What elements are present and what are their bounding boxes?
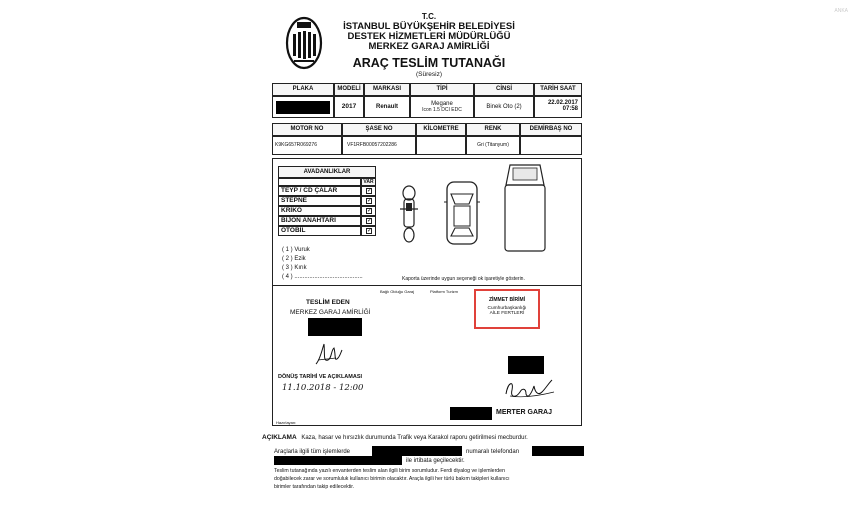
footer-line3: ile irtibata geçilecektir. [406,458,465,464]
var-cell-1 [361,186,376,196]
check-icon: ✓ [367,208,373,214]
footer-line2 [274,448,350,456]
footer-paragraph [274,467,510,491]
car-rear-icon [502,163,548,253]
divider [272,285,582,286]
col-motor: MOTOR NO [272,123,342,136]
equipment-item-stepne: STEPNE [278,196,361,206]
type-line1: Megane [431,101,453,107]
col-plaka: PLAKA [272,83,334,96]
return-date-handwritten: 11.10.2018 - 12:00 [282,383,364,393]
car-side-icon [398,185,420,243]
footer-para-1: Teslim tutanağında yazılı envanterden teslim alan ilgili birim sorumludur. Ferdi diyalog ve işlemlerden [274,468,505,474]
zimmet-line1: Cumhurbaşkanlığı [487,306,527,311]
date-cell [534,96,582,118]
zimmet-title: ZİMMET BİRİMİ [488,297,526,303]
redacted-phone [532,446,584,456]
aciklama-text: Kaza, hasar ve hırsızlık durumunda Trafik veya Karakol raporu getirilmesi mecburdur. [301,435,528,441]
col-color: RENK [466,123,520,136]
deliverer-name: MERKEZ GARAJ AMİRLİĞİ [290,309,371,316]
var-cell-4 [361,216,376,226]
chassis-value: VF1RFB00057202286 [342,136,416,155]
document-title: ARAÇ TESLİM TUTANAĞI [352,56,506,70]
equipment-item-bijon: BİJON ANAHTARI [278,216,361,226]
footer-para-2: doğabilecek zarar ve sorumluluk kullanıcı birimin olacaktır. Araçla ilgili her türlü bakım takipleri kullanıcı [274,476,510,482]
var-cell-3 [361,206,376,216]
model-value: 2017 [334,96,364,118]
redacted-recipient-1 [508,356,544,374]
document-subtitle: (Süresiz) [415,71,442,78]
footer-line2-b: numaralı telefondan [466,449,520,455]
header-line4: MERKEZ GARAJ AMİRLİĞİ [368,41,490,52]
signature-2 [502,374,560,402]
col-type: TİPİ [410,83,474,96]
check-icon: ✓ [367,228,373,234]
col-brand: MARKASI [364,83,410,96]
check-icon: ✓ [367,218,373,224]
equipment-blank [278,178,361,186]
inventory-value [520,136,582,155]
car-top-icon [444,180,480,246]
redacted-plate [276,101,330,114]
aciklama-label: AÇIKLAMA [262,434,297,441]
col-inventory: DEMİRBAŞ NO [520,123,582,136]
bagli-garaj-label: Bağlı Olduğu Garaj [380,289,415,294]
type-cell [410,96,474,118]
motor-value: K9KG657R069276 [272,136,342,155]
deliverer-label: TESLİM EDEN [306,299,350,306]
km-value [416,136,466,155]
redacted-recipient-2 [450,407,492,420]
equipment-title: AVADANLIKLAR [278,166,376,178]
damage-note: Kaporta üzerinde uygun seçeneği ok işaretiyle gösterin. [402,276,525,282]
signature-1 [314,340,344,368]
redacted-unit [372,446,462,456]
equipment-item-otobil: OTOBİL [278,226,361,236]
equipment-item-teyp: TEYP / CD ÇALAR [278,186,361,196]
damage-item-1: ( 1 ) Vuruk [282,247,310,253]
watermark: ANKA [834,8,848,14]
zimmet-line2: AİLE FERTLERİ [489,311,525,316]
var-cell-2 [361,196,376,206]
damage-item-4: ( 4 ) ......................................... [282,274,363,280]
var-cell-5 [361,226,376,236]
merter-garaj: MERTER GARAJ [496,409,553,416]
hazirlayan-label: Hazırlayan: [276,420,297,425]
damage-item-3: ( 3 ) Kırık [282,265,307,271]
col-km: KİLOMETRE [416,123,466,136]
check-icon: ✓ [367,188,373,194]
document-page [262,0,596,505]
type-line2: Icon 1.5 DCI EDC [422,107,462,113]
var-label: VAR [361,178,376,186]
return-label: DÖNÜŞ TARİHİ VE AÇIKLAMASI [278,374,363,380]
equipment-item-kriko: KRİKO [278,206,361,216]
time-value: 07:58 [562,106,578,112]
col-date: TARİH SAAT [534,83,582,96]
brand-value: Renault [364,96,410,118]
redacted-contact [274,456,402,465]
check-icon: ✓ [367,198,373,204]
damage-item-2: ( 2 ) Ezik [282,256,306,262]
damage-legend [282,246,363,282]
platform-label: Platform Turizm [430,289,459,294]
kind-value: Binek Oto (2) [474,96,534,118]
col-chassis: ŞASE NO [342,123,416,136]
col-kind: CİNSİ [474,83,534,96]
date-value: 22.02.2017 [547,100,578,106]
footer-line2-a: Araçlarla ilgili tüm işlemlerde [274,449,351,455]
redacted-deliverer-name [308,318,362,336]
zimmet-box [474,289,540,329]
plate-cell [272,96,334,118]
header-line1: T.C. [421,12,437,21]
header-line3: DESTEK HİZMETLERİ MÜDÜRLÜĞÜ [347,31,511,42]
color-value: Gri (Titanyum) [466,136,520,155]
footer-aciklama [262,434,528,442]
col-model: MODELİ [334,83,364,96]
header-line2: İSTANBUL BÜYÜKŞEHİR BELEDİYESİ [343,21,515,32]
footer-para-3: birimler tarafından takip edilecektir. [274,484,355,490]
